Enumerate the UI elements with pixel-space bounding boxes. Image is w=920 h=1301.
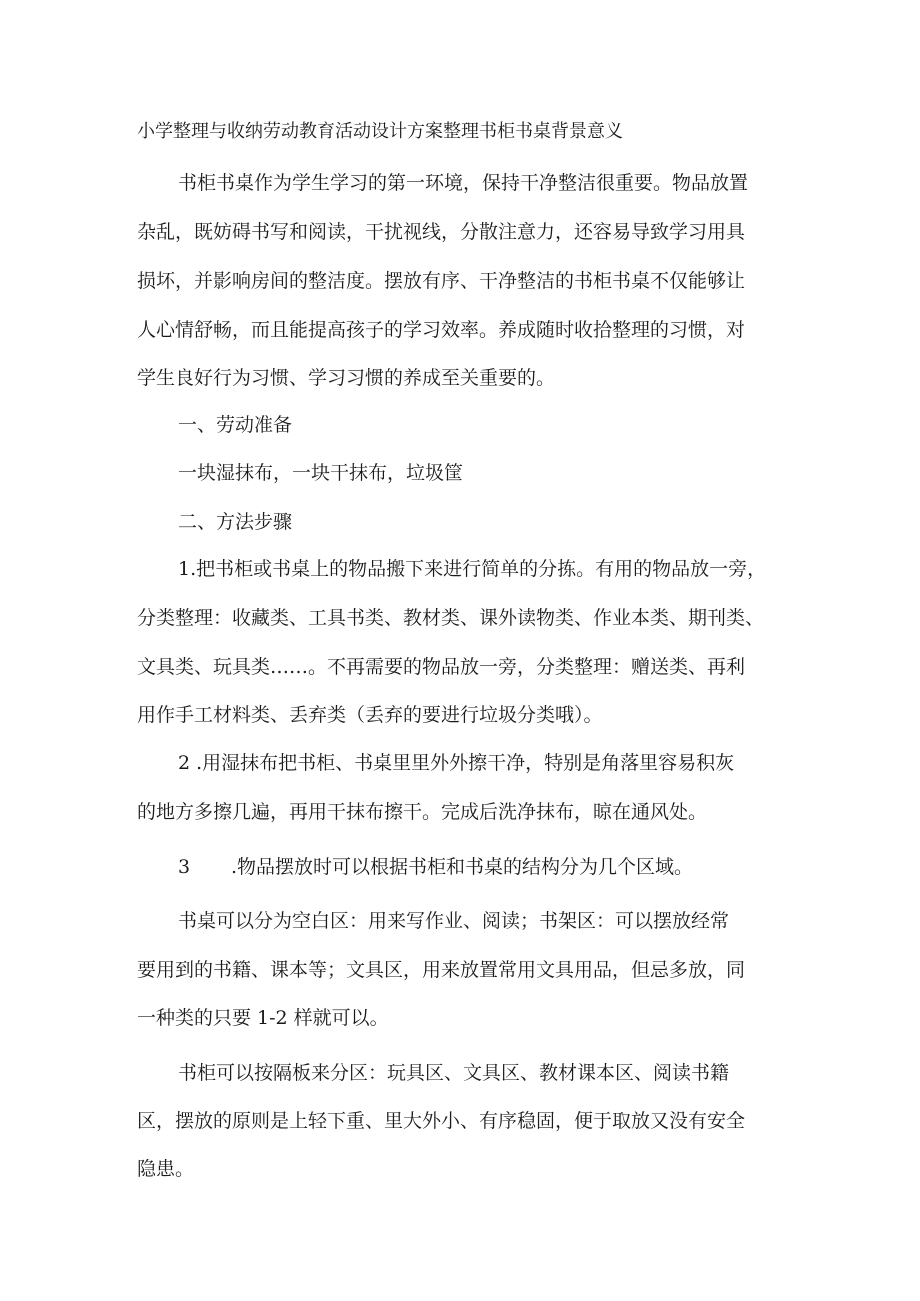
background-line-2: 杂乱，既妨碍书写和阅读，干扰视线，分散注意力，还容易导致学习用具	[137, 221, 746, 243]
background-line-1: 书柜书桌作为学生学习的第一环境，保持干净整洁很重要。物品放置	[178, 172, 749, 194]
background-line-5: 学生良好行为习惯、学习习惯的养成至关重要的。	[137, 367, 556, 389]
desk-line-1: 书桌可以分为空白区：用来写作业、阅读；书架区：可以摆放经常	[178, 910, 730, 932]
background-line-3: 损坏，并影响房间的整洁度。摆放有序、干净整洁的书柜书桌不仅能够让	[137, 270, 746, 292]
desk-line-2: 要用到的书籍、课本等；文具区，用来放置常用文具用品，但忌多放，同	[137, 959, 746, 981]
step3-text: .物品摆放时可以根据书柜和书桌的结构分为几个区域。	[231, 856, 694, 878]
background-line-4: 人心情舒畅，而且能提高孩子的学习效率。养成随时收拾整理的习惯，对	[137, 319, 746, 341]
step1-line-2: 分类整理：收藏类、工具书类、教材类、课外读物类、作业本类、期刊类、	[137, 607, 765, 629]
step2-line-1: 2 .用湿抹布把书柜、书桌里里外外擦干净，特别是角落里容易积灰	[178, 752, 735, 774]
cabinet-line-1: 书柜可以按隔板来分区：玩具区、文具区、教材课本区、阅读书籍	[178, 1062, 730, 1084]
desk-line-3: 一种类的只要 1-2 样就可以。	[137, 1007, 389, 1029]
cabinet-line-3: 隐患。	[137, 1158, 195, 1180]
section-heading-steps: 二、方法步骤	[178, 511, 293, 533]
cabinet-line-2: 区，摆放的原则是上轻下重、里大外小、有序稳固，便于取放又没有安全	[137, 1110, 746, 1132]
preparation-materials: 一块湿抹布，一块干抹布，垃圾筐	[178, 462, 464, 484]
step2-line-2: 的地方多擦几遍，再用干抹布擦干。完成后洗净抹布，晾在通风处。	[137, 801, 708, 823]
section-heading-preparation: 一、劳动准备	[178, 414, 293, 436]
step3-number: 3	[178, 856, 191, 878]
document-title: 小学整理与收纳劳动教育活动设计方案整理书柜书桌背景意义	[137, 121, 623, 142]
step1-line-3: 文具类、玩具类……。不再需要的物品放一旁，分类整理：赠送类、再利	[137, 656, 746, 678]
step1-line-4: 用作手工材料类、丢弃类（丢弃的要进行垃圾分类哦）。	[137, 704, 603, 726]
step1-line-1: 1.把书柜或书桌上的物品搬下来进行简单的分拣。有用的物品放一旁，	[178, 558, 767, 580]
